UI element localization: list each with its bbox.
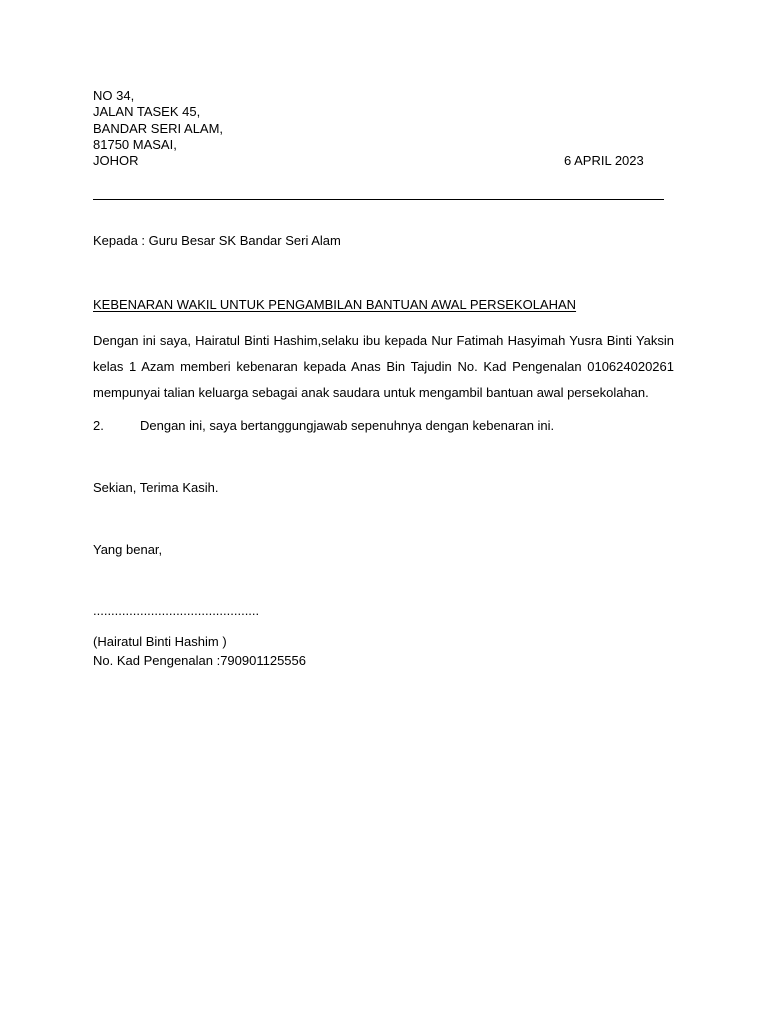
paragraph-2-text: Dengan ini, saya bertanggungjawab sepenuhnya dengan kebenaran ini. bbox=[140, 418, 555, 433]
address-line-4: 81750 MASAI, bbox=[93, 137, 177, 152]
header-divider bbox=[93, 199, 664, 200]
paragraph-2-number: 2. bbox=[93, 418, 104, 433]
paragraph-1-line-3: mempunyai talian keluarga sebagai anak saudara untuk mengambil bantuan awal persekolahan. bbox=[93, 385, 649, 400]
recipient-line: Kepada : Guru Besar SK Bandar Seri Alam bbox=[93, 233, 341, 248]
signatory-ic-number: No. Kad Pengenalan :790901125556 bbox=[93, 653, 307, 668]
letter-subject: KEBENARAN WAKIL UNTUK PENGAMBILAN BANTUAN AWAL PERSEKOLAHAN bbox=[93, 297, 577, 312]
paragraph-1-line-2: kelas 1 Azam memberi kebenaran kepada Anas Bin Tajudin No. Kad Pengenalan 010624020261 bbox=[93, 359, 674, 374]
address-line-5: JOHOR bbox=[93, 153, 139, 168]
paragraph-1-line-1: Dengan ini saya, Hairatul Binti Hashim,selaku ibu kepada Nur Fatimah Hasyimah Yusra Binti Yaksin bbox=[93, 333, 674, 348]
signatory-name: (Hairatul Binti Hashim ) bbox=[93, 634, 227, 649]
address-line-3: BANDAR SERI ALAM, bbox=[93, 121, 224, 136]
address-line-2: JALAN TASEK 45, bbox=[93, 104, 201, 119]
letter-date: 6 APRIL 2023 bbox=[564, 153, 644, 168]
address-line-1: NO 34, bbox=[93, 88, 135, 103]
body-paragraph-1 bbox=[93, 328, 674, 406]
closing-line: Sekian, Terima Kasih. bbox=[93, 480, 219, 495]
signature-line: .............................................. bbox=[93, 603, 260, 618]
sign-off: Yang benar, bbox=[93, 542, 163, 557]
